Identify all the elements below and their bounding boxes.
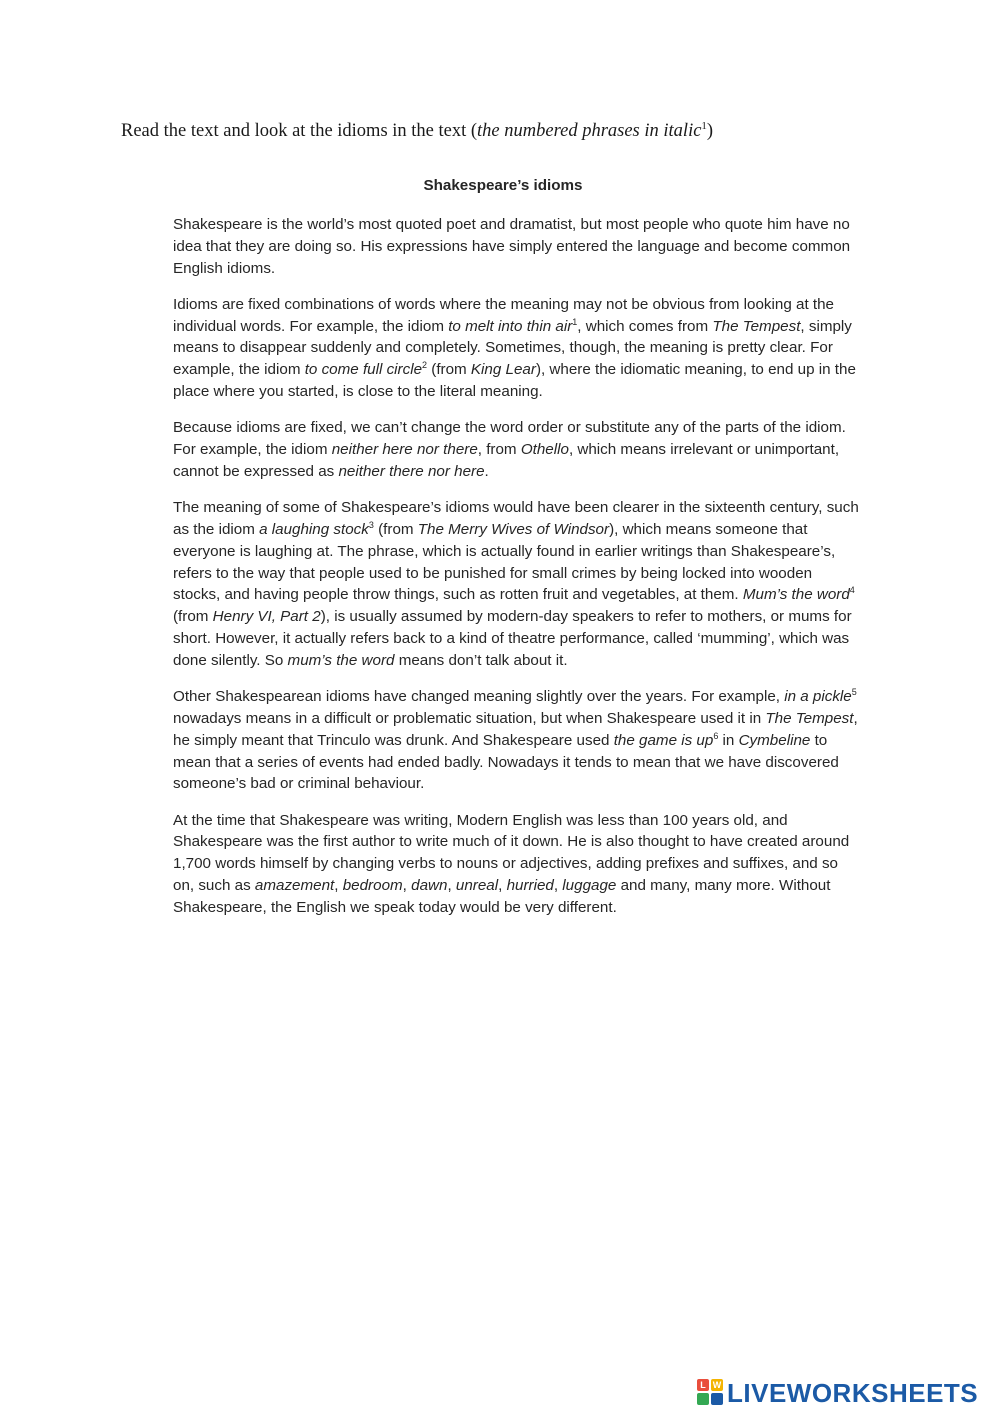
paragraph-4 <box>173 497 863 671</box>
text: Idioms are fixed combinations of words where the meaning may not be obvious from looking at the individual words. For example, the idiom <box>173 295 835 335</box>
text: ), which means someone that everyone is laughing at. The phrase, which is actually found in earlier writings than Shakespeare’s, refers to the way that people used to be punished for small crimes by being locked into wooden stocks, and having people throw things, such as rotten fruit and vegetables, at them. <box>173 521 836 604</box>
idiom-5: in a pickle <box>784 688 852 706</box>
idiom-1: to melt into thin air <box>448 317 573 335</box>
instruction-italic: the numbered phrases in italic <box>477 121 702 141</box>
instruction-close: ) <box>706 121 714 141</box>
word-example: dawn <box>411 877 448 895</box>
paragraph-6 <box>173 810 863 919</box>
word-example: unreal <box>455 877 499 895</box>
paragraph-3 <box>173 417 863 482</box>
instruction-line <box>121 118 941 144</box>
idiom-number: 6 <box>713 730 719 741</box>
liveworksheets-logo-icon <box>697 1379 723 1407</box>
paragraph-1: Shakespeare is the world’s most quoted poet and dramatist, but most people who quote him have no idea that they are doing so. His expressions have simply entered the language and become common English idioms. <box>173 216 851 277</box>
text: At the time that Shakespeare was writing, Modern English was less than 100 years old, and Shakespeare was the first author to write much of it down. He is also thought to have created around 1,700 words himself by changing verbs to nouns or adjectives, adding prefixes and suffixes, and so on, such as <box>173 811 850 895</box>
text: means don’t talk about it. <box>394 651 568 669</box>
idiom-number: 1 <box>572 316 578 327</box>
word-example: bedroom <box>342 877 403 895</box>
text: ), is usually assumed by modern-day speakers to refer to mothers, or mums for short. However, it actually refers back to a kind of theatre performance, called ‘mumming’, which was done silently. So <box>173 608 852 669</box>
article-title: Shakespeare’s idioms <box>423 177 583 194</box>
wrong-idiom: neither there nor here <box>338 462 485 480</box>
text: , which comes from <box>577 317 713 335</box>
separator: , <box>498 877 507 895</box>
idiom-4: Mum’s the word <box>742 586 850 604</box>
text: , from <box>477 441 521 459</box>
text: , simply means to disappear suddenly and completely. Sometimes, though, the meaning is pretty clear. For example, the idiom <box>173 317 852 379</box>
instruction-text: Read the text and look at the idioms in the text ( <box>121 121 478 141</box>
play-title: Cymbeline <box>738 731 811 749</box>
text: to mean that a series of events had ended badly. Nowadays it tends to mean that we have discovered someone’s bad or criminal behaviour. <box>173 731 839 793</box>
text: (from <box>427 361 471 379</box>
text: nowadays means in a difficult or problematic situation, but when Shakespeare used it in <box>173 709 766 727</box>
idiom-example: neither here nor there <box>331 441 478 459</box>
separator: , <box>447 877 456 895</box>
instruction-footnote: 1 <box>701 119 707 132</box>
idiom-number: 2 <box>422 360 428 371</box>
logo-tile: W <box>712 1380 722 1390</box>
separator: , <box>402 877 412 895</box>
logo-tile <box>711 1393 723 1405</box>
paragraph-2 <box>173 294 863 403</box>
word-example: amazement <box>254 877 335 895</box>
separator: , <box>334 877 343 895</box>
text: Because idioms are fixed, we can’t change the word order or substitute any of the parts of the idiom. For example, the idiom <box>173 419 846 459</box>
liveworksheets-logo[interactable] <box>697 1378 978 1408</box>
text: , which means irrelevant or unimportant, cannot be expressed as <box>173 441 840 480</box>
article <box>173 176 863 933</box>
idiom-number: 5 <box>851 687 857 698</box>
text: and many, many more. Without Shakespeare, the English we speak today would be very different. <box>173 877 831 916</box>
text: , he simply meant that Trinculo was drunk. And Shakespeare used <box>173 709 858 749</box>
text: ), where the idiomatic meaning, to end up in the place where you started, is close to the literal meaning. <box>173 361 856 401</box>
paragraph-5 <box>173 686 863 795</box>
idiom-6: the game is up <box>613 731 714 749</box>
idiom-3: a laughing stock <box>259 521 369 539</box>
word-example: hurried <box>506 877 554 895</box>
word-example: luggage <box>562 877 617 895</box>
logo-tile: L <box>697 1379 709 1391</box>
play-title: The Tempest <box>712 317 801 335</box>
logo-tile <box>697 1393 709 1405</box>
text: in <box>718 731 739 749</box>
text: (from <box>173 608 213 626</box>
liveworksheets-wordmark: LIVEWORKSHEETS <box>727 1377 979 1408</box>
idiom-number: 3 <box>368 520 374 530</box>
play-title: King Lear <box>470 361 536 379</box>
idiom-number: 4 <box>849 585 855 596</box>
text: Other Shakespearean idioms have changed meaning slightly over the years. For example, <box>173 688 785 706</box>
text: The meaning of some of Shakespeare’s idioms would have been clearer in the sixteenth century, such as the idiom <box>173 499 859 539</box>
idiom-4-repeat: mum’s the word <box>287 651 395 669</box>
separator: , <box>553 877 563 895</box>
idiom-2: to come full circle <box>304 361 423 379</box>
play-title: The Merry Wives of Windsor <box>417 521 610 539</box>
play-title: Henry VI, Part 2 <box>212 608 321 626</box>
text: . <box>484 462 489 480</box>
play-title: The Tempest <box>765 709 854 727</box>
text: (from <box>373 521 418 539</box>
play-title: Othello <box>520 441 569 459</box>
